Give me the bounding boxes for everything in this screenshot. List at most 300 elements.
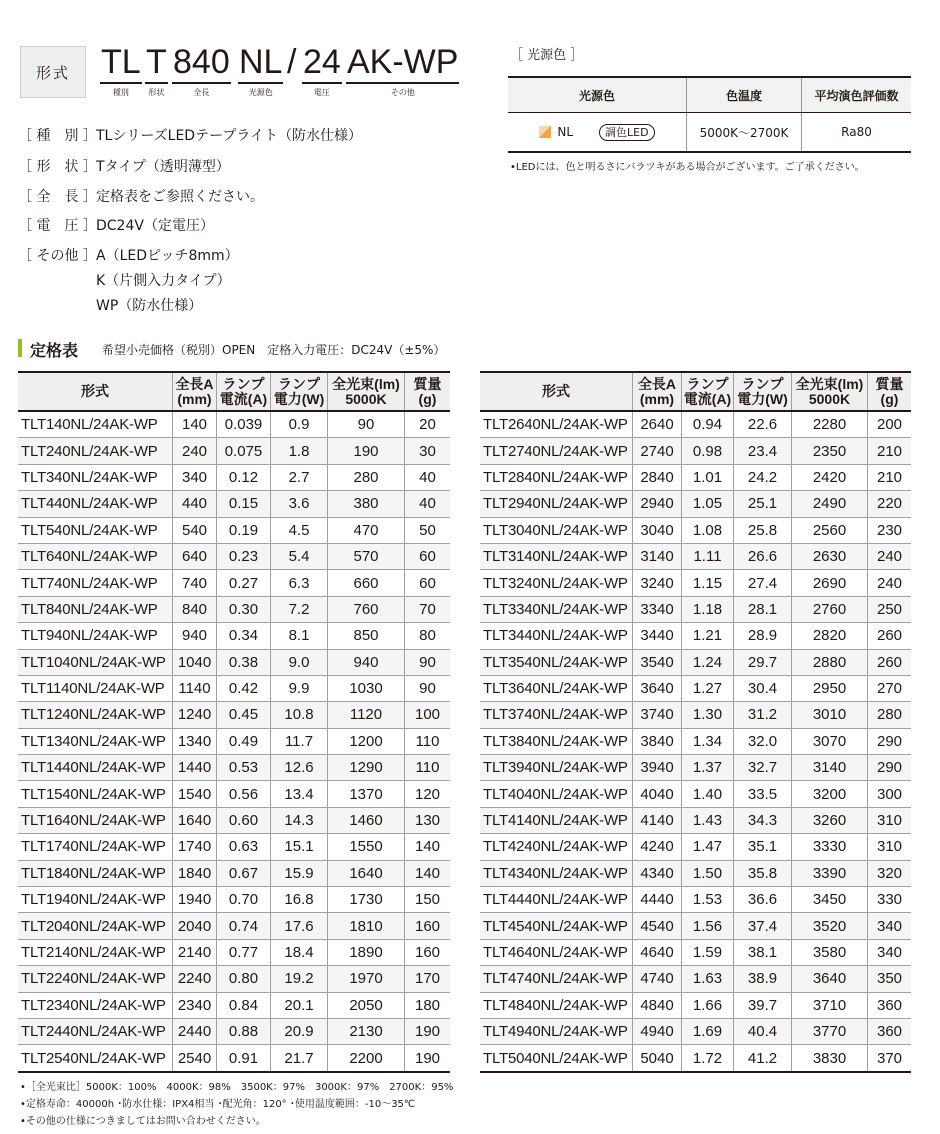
header-length: 全長A (mm) <box>633 372 682 411</box>
cell-power: 1.8 <box>271 438 328 464</box>
cell-mass: 190 <box>405 1018 451 1044</box>
light-color-note: •LEDには、色と明るさにバラツキがある場合がございます。ご了承ください。 <box>510 162 865 173</box>
cell-current: 1.72 <box>682 1045 734 1072</box>
cell-mass: 310 <box>868 807 912 833</box>
cell-model: TLT1040NL/24AK-WP <box>18 649 173 675</box>
cell-current: 0.34 <box>217 623 271 649</box>
spec-length <box>18 187 264 207</box>
cell-flux: 3770 <box>792 1018 868 1044</box>
cell-power: 35.1 <box>734 834 792 860</box>
table-row <box>18 781 450 807</box>
spec-label: ［ 全 長 ］ <box>18 189 97 205</box>
model-seg-caption: 種別 <box>112 88 129 97</box>
cell-current: 0.15 <box>217 491 271 517</box>
cell-power: 35.8 <box>734 860 792 886</box>
cell-mass: 230 <box>868 517 912 543</box>
cell-flux: 940 <box>328 649 405 675</box>
cell-mass: 70 <box>405 596 451 622</box>
cell-mass: 340 <box>868 939 912 965</box>
table-row <box>480 675 911 701</box>
table-row <box>480 992 911 1018</box>
cell-mass: 110 <box>405 728 451 754</box>
footnote-specs: •定格寿命：40000h ･防水仕様：IPX4相当 ･配光角：120° ･使用温度範囲：-10〜35℃ <box>20 1099 416 1110</box>
cell-power: 25.1 <box>734 491 792 517</box>
cell-flux: 190 <box>328 438 405 464</box>
cell-length: 3140 <box>633 543 682 569</box>
cell-model: TLT3840NL/24AK-WP <box>480 728 633 754</box>
header-mass: 質量 (g) <box>405 372 451 411</box>
cell-power: 32.0 <box>734 728 792 754</box>
cell-model: TLT2140NL/24AK-WP <box>18 939 173 965</box>
light-color-header: 平均演色評価数 <box>802 77 912 113</box>
table-row <box>480 649 911 675</box>
spec-shape <box>18 157 230 177</box>
cell-model: TLT340NL/24AK-WP <box>18 464 173 490</box>
cell-model: TLT540NL/24AK-WP <box>18 517 173 543</box>
cell-model: TLT2640NL/24AK-WP <box>480 411 633 438</box>
table-row <box>18 887 450 913</box>
header-current: ランプ 電流(A) <box>682 372 734 411</box>
cell-power: 11.7 <box>271 728 328 754</box>
section-accent-bar <box>18 339 22 357</box>
cell-power: 18.4 <box>271 939 328 965</box>
cell-power: 25.8 <box>734 517 792 543</box>
cell-current: 1.05 <box>682 491 734 517</box>
cell-power: 2.7 <box>271 464 328 490</box>
cell-length: 2040 <box>173 913 217 939</box>
cell-model: TLT3140NL/24AK-WP <box>480 543 633 569</box>
cell-flux: 1030 <box>328 675 405 701</box>
cell-mass: 240 <box>868 570 912 596</box>
model-seg-caption: 形状 <box>148 88 165 97</box>
cell-current: 1.47 <box>682 834 734 860</box>
cell-flux: 2280 <box>792 411 868 438</box>
cell-model: TLT1340NL/24AK-WP <box>18 728 173 754</box>
cell-mass: 360 <box>868 1018 912 1044</box>
cell-flux: 3140 <box>792 755 868 781</box>
cell-model: TLT1540NL/24AK-WP <box>18 781 173 807</box>
cell-mass: 150 <box>405 887 451 913</box>
table-row <box>18 728 450 754</box>
spec-other-k <box>18 271 231 291</box>
cell-power: 17.6 <box>271 913 328 939</box>
cell-flux: 570 <box>328 543 405 569</box>
cell-current: 1.30 <box>682 702 734 728</box>
cell-mass: 110 <box>405 755 451 781</box>
cell-flux: 1970 <box>328 966 405 992</box>
cell-model: TLT640NL/24AK-WP <box>18 543 173 569</box>
cell-power: 38.9 <box>734 966 792 992</box>
cell-power: 6.3 <box>271 570 328 596</box>
cell-model: TLT2840NL/24AK-WP <box>480 464 633 490</box>
cell-power: 38.1 <box>734 939 792 965</box>
cell-mass: 330 <box>868 887 912 913</box>
cell-length: 940 <box>173 623 217 649</box>
table-row <box>18 1045 450 1072</box>
cell-current: 1.18 <box>682 596 734 622</box>
cell-current: 1.56 <box>682 913 734 939</box>
cell-flux: 3070 <box>792 728 868 754</box>
cell-length: 740 <box>173 570 217 596</box>
header-flux: 全光束(lm) 5000K <box>792 372 868 411</box>
table-row <box>480 834 911 860</box>
cell-power: 13.4 <box>271 781 328 807</box>
spec-value: WP（防水仕様） <box>96 298 203 314</box>
cell-current: 0.075 <box>217 438 271 464</box>
cell-mass: 80 <box>405 623 451 649</box>
cell-model: TLT4440NL/24AK-WP <box>480 887 633 913</box>
spec-other <box>18 246 239 266</box>
cell-length: 2940 <box>633 491 682 517</box>
cell-model: TLT240NL/24AK-WP <box>18 438 173 464</box>
cell-current: 1.63 <box>682 966 734 992</box>
cell-mass: 240 <box>868 543 912 569</box>
model-label-box: 形式 <box>20 46 86 98</box>
cell-flux: 660 <box>328 570 405 596</box>
footnotes <box>20 1079 453 1130</box>
cell-power: 12.6 <box>271 755 328 781</box>
cell-model: TLT4140NL/24AK-WP <box>480 807 633 833</box>
cell-mass: 260 <box>868 649 912 675</box>
table-row <box>480 623 911 649</box>
cell-power: 36.6 <box>734 887 792 913</box>
table-row <box>480 781 911 807</box>
cell-length: 2640 <box>633 411 682 438</box>
cell-model: TLT740NL/24AK-WP <box>18 570 173 596</box>
cell-flux: 2350 <box>792 438 868 464</box>
cell-mass: 160 <box>405 939 451 965</box>
cell-flux: 1550 <box>328 834 405 860</box>
header-power: ランプ 電力(W) <box>271 372 328 411</box>
header-flux: 全光束(lm) 5000K <box>328 372 405 411</box>
model-seg-code: / <box>287 43 297 81</box>
spec-value: 定格表をご参照ください。 <box>96 189 264 205</box>
header-current: ランプ 電流(A) <box>217 372 271 411</box>
cell-model: TLT1840NL/24AK-WP <box>18 860 173 886</box>
table-row <box>18 517 450 543</box>
cell-length: 3640 <box>633 675 682 701</box>
cell-current: 0.91 <box>217 1045 271 1072</box>
rating-subtitle: 希望小売価格（税別）OPEN 定格入力電圧：DC24V（±5%） <box>102 343 446 357</box>
header-power: ランプ 電力(W) <box>734 372 792 411</box>
cell-mass: 190 <box>405 1045 451 1072</box>
cell-power: 23.4 <box>734 438 792 464</box>
cell-power: 0.9 <box>271 411 328 438</box>
cell-current: 0.49 <box>217 728 271 754</box>
cell-length: 340 <box>173 464 217 490</box>
cell-mass: 350 <box>868 966 912 992</box>
cell-length: 440 <box>173 491 217 517</box>
cell-model: TLT2440NL/24AK-WP <box>18 1018 173 1044</box>
light-color-header: 色温度 <box>687 77 802 113</box>
table-row <box>480 596 911 622</box>
cell-flux: 3830 <box>792 1045 868 1072</box>
spec-label: ［ 種 別 ］ <box>18 128 97 144</box>
cell-length: 1740 <box>173 834 217 860</box>
cell-length: 2740 <box>633 438 682 464</box>
cell-model: TLT3340NL/24AK-WP <box>480 596 633 622</box>
cell-length: 4640 <box>633 939 682 965</box>
cell-power: 32.7 <box>734 755 792 781</box>
cell-flux: 1460 <box>328 807 405 833</box>
cell-mass: 160 <box>405 913 451 939</box>
cell-power: 30.4 <box>734 675 792 701</box>
cell-length: 3940 <box>633 755 682 781</box>
cell-mass: 60 <box>405 543 451 569</box>
cell-mass: 50 <box>405 517 451 543</box>
cell-current: 0.45 <box>217 702 271 728</box>
table-row <box>480 438 911 464</box>
cell-length: 4840 <box>633 992 682 1018</box>
model-seg-code: T <box>145 42 168 84</box>
cell-mass: 370 <box>868 1045 912 1072</box>
cell-length: 3340 <box>633 596 682 622</box>
cell-power: 28.1 <box>734 596 792 622</box>
cell-mass: 90 <box>405 649 451 675</box>
table-row <box>480 570 911 596</box>
spec-value: K（片側入力タイプ） <box>96 273 231 289</box>
table-row <box>18 807 450 833</box>
model-seg-color <box>238 42 283 98</box>
cell-flux: 2950 <box>792 675 868 701</box>
cell-flux: 2200 <box>328 1045 405 1072</box>
cell-mass: 210 <box>868 438 912 464</box>
cell-length: 4040 <box>633 781 682 807</box>
light-color-name: NL <box>557 124 574 139</box>
spec-value: Tタイプ（透明薄型） <box>96 159 230 175</box>
model-seg-caption: 電圧 <box>313 88 330 97</box>
cell-flux: 850 <box>328 623 405 649</box>
cell-model: TLT840NL/24AK-WP <box>18 596 173 622</box>
table-row <box>480 939 911 965</box>
cell-flux: 3450 <box>792 887 868 913</box>
cell-current: 0.53 <box>217 755 271 781</box>
color-swatch-icon <box>539 126 551 138</box>
cell-power: 7.2 <box>271 596 328 622</box>
cell-length: 540 <box>173 517 217 543</box>
table-row <box>480 411 911 438</box>
cell-current: 1.40 <box>682 781 734 807</box>
cell-length: 3440 <box>633 623 682 649</box>
cell-model: TLT3640NL/24AK-WP <box>480 675 633 701</box>
cell-power: 39.7 <box>734 992 792 1018</box>
cell-flux: 3640 <box>792 966 868 992</box>
footnote-contact: •その他の仕様につきましてはお問い合わせください。 <box>20 1116 266 1127</box>
cell-mass: 320 <box>868 860 912 886</box>
table-row <box>480 887 911 913</box>
table-row <box>18 623 450 649</box>
table-row <box>480 966 911 992</box>
rating-table-left <box>18 371 450 1073</box>
cell-model: TLT2940NL/24AK-WP <box>480 491 633 517</box>
model-seg-type <box>100 42 142 98</box>
cell-length: 3740 <box>633 702 682 728</box>
cell-length: 1940 <box>173 887 217 913</box>
cell-length: 3240 <box>633 570 682 596</box>
cell-flux: 760 <box>328 596 405 622</box>
cell-flux: 3710 <box>792 992 868 1018</box>
cell-current: 1.27 <box>682 675 734 701</box>
cell-current: 1.66 <box>682 992 734 1018</box>
rating-header-row <box>480 372 911 411</box>
cell-current: 0.74 <box>217 913 271 939</box>
cell-current: 0.84 <box>217 992 271 1018</box>
cell-power: 20.1 <box>271 992 328 1018</box>
cell-model: TLT1640NL/24AK-WP <box>18 807 173 833</box>
cell-current: 1.24 <box>682 649 734 675</box>
cell-length: 840 <box>173 596 217 622</box>
cell-current: 1.15 <box>682 570 734 596</box>
table-row <box>18 966 450 992</box>
model-seg-code: AK-WP <box>346 42 459 84</box>
rating-table-right <box>480 371 911 1073</box>
model-seg-slash <box>286 42 297 82</box>
table-row <box>480 491 911 517</box>
cell-flux: 1290 <box>328 755 405 781</box>
table-row <box>480 1018 911 1044</box>
cell-power: 16.8 <box>271 887 328 913</box>
cell-length: 4240 <box>633 834 682 860</box>
cell-length: 2840 <box>633 464 682 490</box>
cell-flux: 1730 <box>328 887 405 913</box>
cell-mass: 310 <box>868 834 912 860</box>
spec-value: TLシリーズLEDテープライト（防水仕様） <box>96 128 362 144</box>
cell-model: TLT4840NL/24AK-WP <box>480 992 633 1018</box>
light-color-temp: 5000K〜2700K <box>687 113 802 153</box>
cell-mass: 340 <box>868 913 912 939</box>
table-row <box>18 939 450 965</box>
light-color-header: 光源色 <box>508 77 687 113</box>
table-row <box>18 755 450 781</box>
cell-power: 19.2 <box>271 966 328 992</box>
table-row <box>18 649 450 675</box>
cell-current: 1.43 <box>682 807 734 833</box>
cell-model: TLT2240NL/24AK-WP <box>18 966 173 992</box>
cell-mass: 40 <box>405 491 451 517</box>
cell-model: TLT3940NL/24AK-WP <box>480 755 633 781</box>
table-row <box>18 834 450 860</box>
cell-model: TLT2740NL/24AK-WP <box>480 438 633 464</box>
light-color-table <box>508 76 911 153</box>
cell-model: TLT940NL/24AK-WP <box>18 623 173 649</box>
cell-power: 4.5 <box>271 517 328 543</box>
cell-current: 0.77 <box>217 939 271 965</box>
cell-current: 0.12 <box>217 464 271 490</box>
cell-current: 1.08 <box>682 517 734 543</box>
cell-power: 15.9 <box>271 860 328 886</box>
cell-power: 10.8 <box>271 702 328 728</box>
cell-power: 8.1 <box>271 623 328 649</box>
cell-model: TLT2340NL/24AK-WP <box>18 992 173 1018</box>
model-seg-other <box>346 42 459 98</box>
cell-mass: 300 <box>868 781 912 807</box>
cell-flux: 280 <box>328 464 405 490</box>
cell-length: 4740 <box>633 966 682 992</box>
cell-length: 4140 <box>633 807 682 833</box>
cell-length: 240 <box>173 438 217 464</box>
cell-power: 34.3 <box>734 807 792 833</box>
cell-length: 2540 <box>173 1045 217 1072</box>
cell-current: 1.01 <box>682 464 734 490</box>
table-row <box>18 675 450 701</box>
tunable-led-badge: 調色LED <box>599 124 655 141</box>
table-row <box>480 702 911 728</box>
table-row <box>18 438 450 464</box>
cell-model: TLT3540NL/24AK-WP <box>480 649 633 675</box>
cell-flux: 1200 <box>328 728 405 754</box>
table-row <box>18 860 450 886</box>
cell-current: 0.98 <box>682 438 734 464</box>
cell-flux: 1640 <box>328 860 405 886</box>
cell-mass: 250 <box>868 596 912 622</box>
cell-mass: 30 <box>405 438 451 464</box>
cell-flux: 2130 <box>328 1018 405 1044</box>
header-model: 形式 <box>480 372 633 411</box>
cell-model: TLT4740NL/24AK-WP <box>480 966 633 992</box>
cell-length: 2240 <box>173 966 217 992</box>
cell-mass: 130 <box>405 807 451 833</box>
model-seg-length <box>172 42 231 98</box>
rating-title: 定格表 <box>30 341 79 360</box>
cell-current: 0.27 <box>217 570 271 596</box>
cell-current: 0.039 <box>217 411 271 438</box>
cell-length: 1840 <box>173 860 217 886</box>
cell-model: TLT4240NL/24AK-WP <box>480 834 633 860</box>
cell-flux: 3520 <box>792 913 868 939</box>
cell-length: 3540 <box>633 649 682 675</box>
cell-model: TLT4940NL/24AK-WP <box>480 1018 633 1044</box>
table-row <box>18 1018 450 1044</box>
cell-flux: 3260 <box>792 807 868 833</box>
cell-mass: 180 <box>405 992 451 1018</box>
footnote-flux-ratio: •［全光束比］5000K：100% 4000K：98% 3500K：97% 3000K：97% 2700K：95% <box>20 1082 454 1093</box>
cell-model: TLT3240NL/24AK-WP <box>480 570 633 596</box>
model-seg-caption: その他 <box>390 88 415 97</box>
spec-voltage <box>18 216 214 236</box>
cell-power: 40.4 <box>734 1018 792 1044</box>
cell-model: TLT1940NL/24AK-WP <box>18 887 173 913</box>
cell-mass: 210 <box>868 464 912 490</box>
cell-mass: 280 <box>868 702 912 728</box>
cell-model: TLT5040NL/24AK-WP <box>480 1045 633 1072</box>
cell-model: TLT3740NL/24AK-WP <box>480 702 633 728</box>
cell-mass: 360 <box>868 992 912 1018</box>
spec-other-wp <box>18 296 202 316</box>
cell-length: 4340 <box>633 860 682 886</box>
cell-power: 9.0 <box>271 649 328 675</box>
table-row <box>480 543 911 569</box>
cell-model: TLT2540NL/24AK-WP <box>18 1045 173 1072</box>
table-row <box>18 570 450 596</box>
cell-current: 0.23 <box>217 543 271 569</box>
cell-current: 0.63 <box>217 834 271 860</box>
cell-mass: 60 <box>405 570 451 596</box>
cell-mass: 100 <box>405 702 451 728</box>
model-seg-voltage <box>302 42 342 98</box>
cell-mass: 140 <box>405 834 451 860</box>
spec-type <box>18 126 362 146</box>
table-row <box>480 517 911 543</box>
header-length: 全長A (mm) <box>173 372 217 411</box>
cell-current: 0.60 <box>217 807 271 833</box>
cell-flux: 470 <box>328 517 405 543</box>
cell-length: 1140 <box>173 675 217 701</box>
spec-label: ［ 電 圧 ］ <box>18 218 97 234</box>
cell-mass: 170 <box>405 966 451 992</box>
table-row <box>480 860 911 886</box>
cell-model: TLT1240NL/24AK-WP <box>18 702 173 728</box>
table-row <box>18 913 450 939</box>
